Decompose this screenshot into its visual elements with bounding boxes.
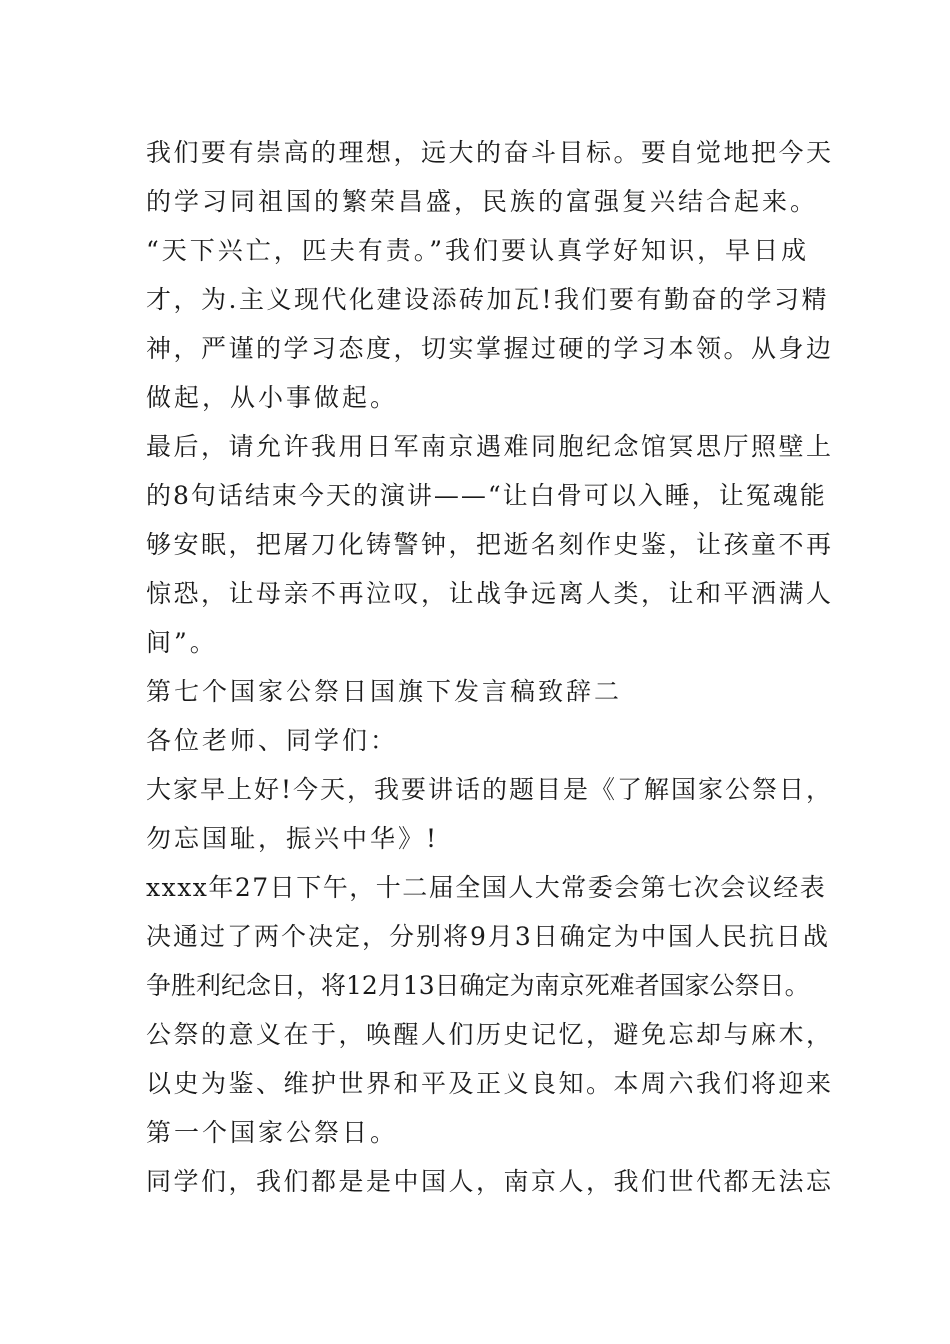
text-line: “天下兴亡，匹夫有责。”我们要认真学好知识，早日成 <box>146 236 810 265</box>
text-line: 惊恐，让母亲不再泣叹，让战争远离人类，让和平洒满人 <box>146 579 834 608</box>
text-line: 间”。 <box>146 628 218 657</box>
text-line: 同学们，我们都是是中国人，南京人，我们世代都无法忘 <box>146 1167 834 1196</box>
text-line: 以史为鉴、维护世界和平及正义良知。本周六我们将迎来 <box>146 1069 834 1098</box>
section-heading: 第七个国家公祭日国旗下发言稿致辞二 <box>146 677 623 706</box>
text-line: 的8句话结束今天的演讲——“让白骨可以入睡，让冤魂能 <box>146 481 827 510</box>
text-line: xxxx年27日下午，十二届全国人大常委会第七次会议经表 <box>146 873 827 902</box>
document-body <box>146 128 836 1206</box>
text-line: 最后，请允许我用日军南京遇难同胞纪念馆冥思厅照壁上 <box>146 432 834 461</box>
text-line: 第一个国家公祭日。 <box>146 1118 399 1147</box>
text-line: 的学习同祖国的繁荣昌盛，民族的富强复兴结合起来。 <box>146 187 819 216</box>
text-line: 做起，从小事做起。 <box>146 383 399 412</box>
text-line: 才，为.主义现代化建设添砖加瓦!我们要有勤奋的学习精 <box>146 285 829 314</box>
text-line: 我们要有崇高的理想，远大的奋斗目标。要自觉地把今天 <box>146 138 834 167</box>
salutation: 各位老师、同学们： <box>146 726 399 755</box>
text-line: 神，严谨的学习态度，切实掌握过硬的学习本领。从身边 <box>146 334 834 363</box>
text-line: 够安眠，把屠刀化铸警钟，把逝名刻作史鉴，让孩童不再 <box>146 530 834 559</box>
text-line: 决通过了两个决定，分别将9月3日确定为中国人民抗日战 <box>146 922 830 951</box>
text-line: 勿忘国耻，振兴中华》! <box>146 824 440 853</box>
text-line: 公祭的意义在于，唤醒人们历史记忆，避免忘却与麻木， <box>146 1020 834 1049</box>
text-line: 争胜利纪念日，将12月13日确定为南京死难者国家公祭日。 <box>146 971 810 1000</box>
text-line: 大家早上好!今天，我要讲话的题目是《了解国家公祭日， <box>146 775 834 804</box>
